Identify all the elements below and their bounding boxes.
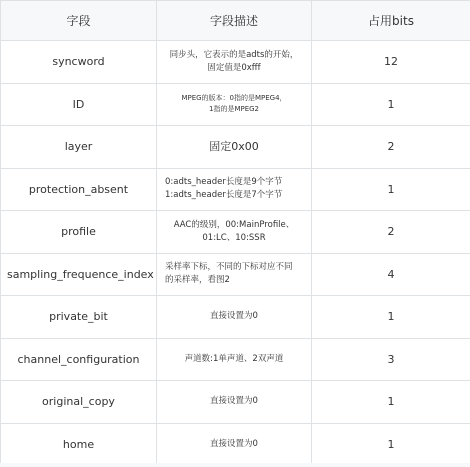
field-description bbox=[157, 168, 312, 211]
field-bits: 1 bbox=[312, 381, 470, 424]
field-bits: 2 bbox=[312, 126, 470, 169]
table-row bbox=[1, 126, 470, 169]
field-bits: 1 bbox=[312, 423, 470, 465]
header-row bbox=[1, 1, 470, 41]
header-bits: 占用bits bbox=[312, 1, 470, 41]
field-description bbox=[157, 296, 312, 339]
description-line: 固定0x00 bbox=[209, 140, 259, 154]
table-row bbox=[1, 253, 470, 296]
table-row bbox=[1, 381, 470, 424]
table-row bbox=[1, 296, 470, 339]
field-description bbox=[157, 211, 312, 254]
description-line: 1指的是MPEG2 bbox=[208, 105, 259, 114]
field-bits: 12 bbox=[312, 41, 470, 84]
table-row bbox=[1, 338, 470, 381]
description-line: 采样率下标，不同的下标对应不同 bbox=[165, 262, 293, 273]
description-line: MPEG的版本：0指的是MPEG4， bbox=[181, 94, 287, 103]
field-description bbox=[157, 126, 312, 169]
field-name: profile bbox=[1, 211, 157, 254]
description-line: 直接设置为0 bbox=[210, 311, 258, 322]
table-row bbox=[1, 168, 470, 211]
description-line: 的采样率，看图2 bbox=[165, 275, 230, 286]
field-name: sampling_frequence_index bbox=[1, 253, 157, 296]
field-bits: 1 bbox=[312, 83, 470, 126]
field-bits: 4 bbox=[312, 253, 470, 296]
description-line: 直接设置为0 bbox=[210, 438, 258, 449]
field-description bbox=[157, 423, 312, 465]
field-description bbox=[157, 83, 312, 126]
field-bits: 3 bbox=[312, 338, 470, 381]
description-line: 0:adts_header长度是9个字节 bbox=[165, 177, 283, 188]
description-line: 固定值是0xfff bbox=[207, 62, 261, 73]
field-description bbox=[157, 41, 312, 84]
field-description bbox=[157, 338, 312, 381]
table-row bbox=[1, 41, 470, 84]
description-line: 同步头，它表示的是adts的开始， bbox=[169, 49, 299, 60]
description-line: 1:adts_header长度是7个字节 bbox=[165, 190, 283, 201]
description-line: 01:LC、10:SSR bbox=[202, 232, 266, 243]
table-body bbox=[1, 41, 470, 466]
description-line: 声道数:1单声道、2双声道 bbox=[184, 353, 284, 364]
header-description: 字段描述 bbox=[157, 1, 312, 41]
field-name: private_bit bbox=[1, 296, 157, 339]
description-line: 直接设置为0 bbox=[210, 396, 258, 407]
description-line: AAC的级别，00:MainProfile、 bbox=[173, 219, 295, 230]
field-name: protection_absent bbox=[1, 168, 157, 211]
field-name: channel_configuration bbox=[1, 338, 157, 381]
header-field: 字段 bbox=[1, 1, 157, 41]
field-description bbox=[157, 253, 312, 296]
field-name: layer bbox=[1, 126, 157, 169]
field-bits: 1 bbox=[312, 296, 470, 339]
field-description bbox=[157, 381, 312, 424]
table-row bbox=[1, 83, 470, 126]
field-name: syncword bbox=[1, 41, 157, 84]
field-bits: 1 bbox=[312, 168, 470, 211]
field-bits: 2 bbox=[312, 211, 470, 254]
table-bottom-strip bbox=[0, 463, 470, 467]
table-row bbox=[1, 211, 470, 254]
field-name: ID bbox=[1, 83, 157, 126]
table-row bbox=[1, 423, 470, 465]
field-name: home bbox=[1, 423, 157, 465]
field-name: original_copy bbox=[1, 381, 157, 424]
table-header bbox=[1, 1, 470, 41]
